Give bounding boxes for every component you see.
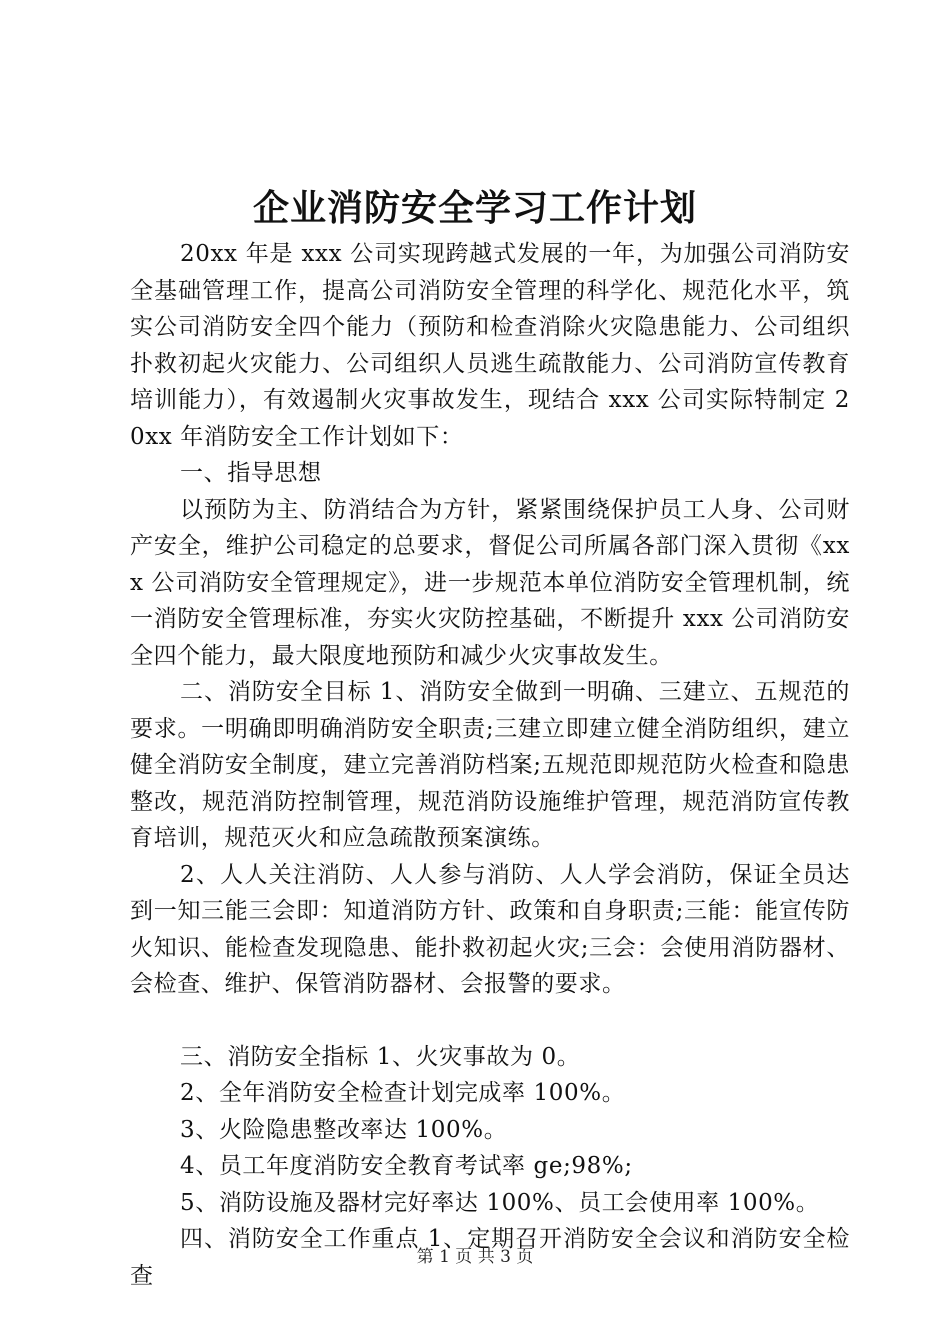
paragraph-indicator-3: 3、火险隐患整改率达 100%。 [180, 1116, 508, 1143]
paragraph-indicator-5: 5、消防设施及器材完好率达 100%、员工会使用率 100%。 [180, 1189, 820, 1216]
paragraph-indicator-2: 2、全年消防安全检查计划完成率 100%。 [180, 1080, 626, 1106]
paragraph-everyone-fire-safety: 2、人人关注消防、人人参与消防、人人学会消防，保证全员达到一知三能三会即：知道消防方针、政策和自身职责;三能：能宣传防火知识、能检查发现隐患、能扑救初起火灾;三会：会使用消防器材、会检查、维护、保管消防器材、会报警的要求。 [130, 861, 850, 997]
paragraph-guiding-thought: 以预防为主、防消结合为方针，紧紧围绕保护员工人身、公司财产安全，维护公司稳定的总要求，督促公司所属各部门深入贯彻《xxx 公司消防安全管理规定》，进一步规范本单位消防安全管理机制，统一消防安全管理标准，夯实火灾防控基础，不断提升 xxx 公司消防安全四个能力，最大限度地预防和减少火灾事故发生。 [130, 496, 850, 669]
document-body [130, 236, 850, 1294]
document-title: 企业消防安全学习工作计划 [252, 187, 697, 229]
paragraph-work-focus: 四、消防安全工作重点 1、定期召开消防安全会议和消防安全检查 [130, 1226, 850, 1289]
paragraph-indicator-1: 三、消防安全指标 1、火灾事故为 0。 [180, 1043, 581, 1070]
page-footer: 第 1 页 共 3 页 [416, 1247, 534, 1267]
paragraph-intro: 20xx 年是 xxx 公司实现跨越式发展的一年，为加强公司消防安全基础管理工作，提高公司消防安全管理的科学化、规范化水平，筑实公司消防安全四个能力（预防和检查消除火灾隐患能力、公司组织扑救初起火灾能力、公司组织人员逃生疏散能力、公司消防宣传教育培训能力），有效遏制火灾事故发生，现结合 xxx 公司实际特制定 20xx 年消防安全工作计划如下： [130, 241, 850, 450]
paragraph-indicator-4: 4、员工年度消防安全教育考试率 ge;98%; [180, 1153, 633, 1179]
paragraph-safety-goals: 二、消防安全目标 1、消防安全做到一明确、三建立、五规范的要求。一明确即明确消防安全职责;三建立即建立健全消防组织，建立健全消防安全制度，建立完善消防档案;五规范即规范防火检查和隐患整改，规范消防控制管理，规范消防设施维护管理，规范消防宣传教育培训，规范灭火和应急疏散预案演练。 [130, 679, 850, 851]
section-heading-guiding-thought: 一、指导思想 [180, 460, 322, 486]
